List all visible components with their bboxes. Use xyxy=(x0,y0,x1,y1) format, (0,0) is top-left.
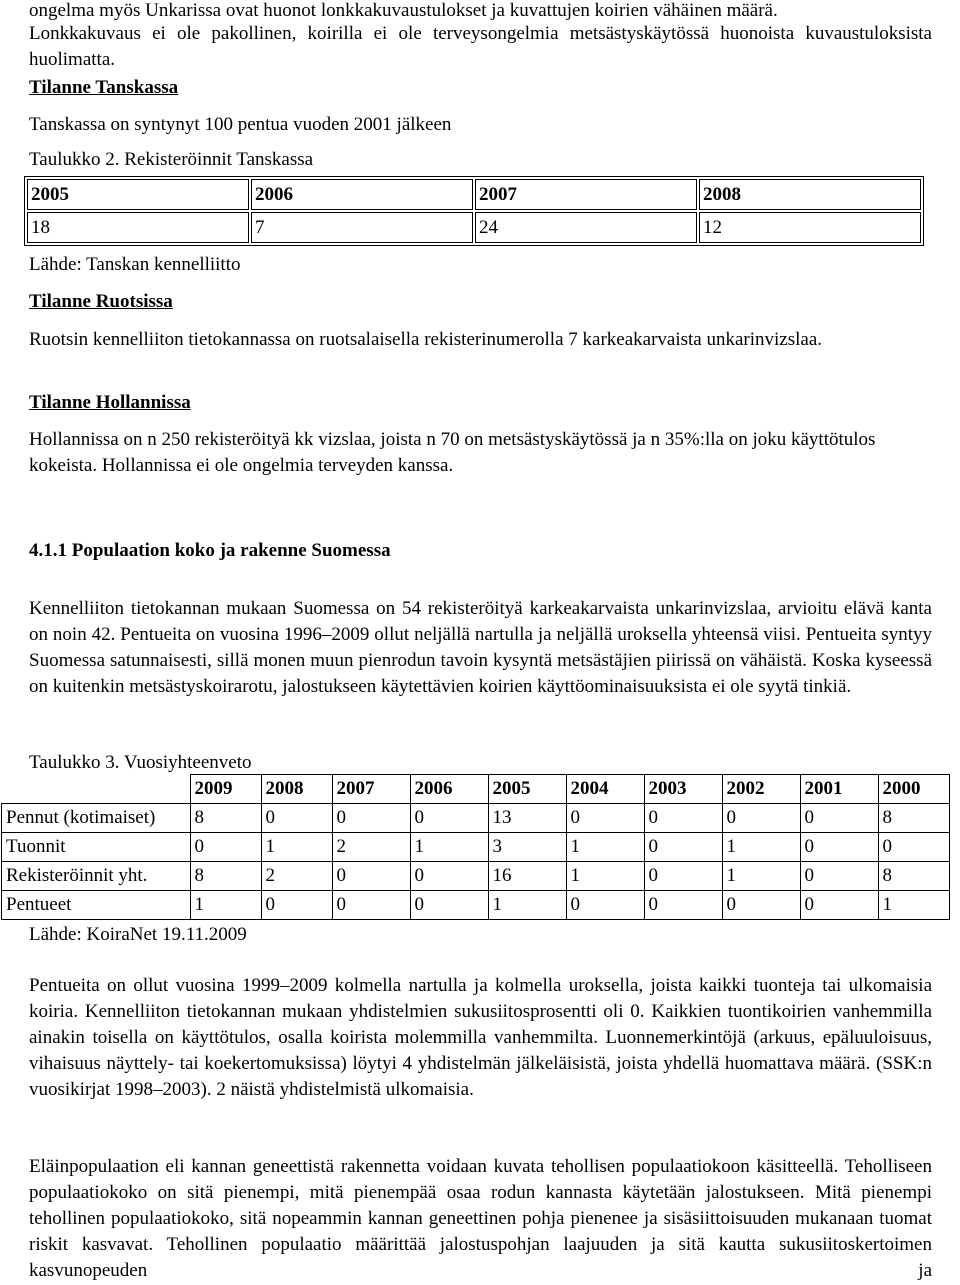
table-cell: 1 xyxy=(878,891,949,920)
annual-summary-table xyxy=(1,774,950,920)
table-cell: 0 xyxy=(722,891,800,920)
table-header-cell: 2004 xyxy=(566,775,644,804)
denmark-heading: Tilanne Tanskassa xyxy=(29,77,179,98)
table-header-cell: 2006 xyxy=(410,775,488,804)
table-cell: 0 xyxy=(410,862,488,891)
denmark-text: Tanskassa on syntynyt 100 pentua vuoden 2001 jälkeen xyxy=(29,114,452,135)
table-header-cell: 2003 xyxy=(644,775,722,804)
row-label: Rekisteröinnit yht. xyxy=(2,862,191,891)
table-header-cell: 2000 xyxy=(878,775,949,804)
table-header-cell: 2005 xyxy=(488,775,566,804)
row-label: Pentueet xyxy=(2,891,191,920)
table-cell: 0 xyxy=(410,804,488,833)
row-label: Pennut (kotimaiset) xyxy=(2,804,191,833)
table-cell: 0 xyxy=(332,891,410,920)
table-cell: 0 xyxy=(332,804,410,833)
denmark-source: Lähde: Tanskan kennelliitto xyxy=(29,254,241,275)
denmark-registrations-table xyxy=(24,176,924,246)
table-header-cell: 2008 xyxy=(699,179,921,210)
table-cell: 1 xyxy=(566,833,644,862)
table-header-cell: 2006 xyxy=(251,179,473,210)
table3-caption: Taulukko 3. Vuosiyhteenveto xyxy=(29,752,252,773)
table-cell: 1 xyxy=(722,833,800,862)
table-cell: 18 xyxy=(27,212,249,243)
table-cell: 0 xyxy=(644,833,722,862)
netherlands-text: Hollannissa on n 250 rekisteröityä kk vizslaa, joista n 70 on metsästyskäytössä ja n 35%:lla on joku käyttötulos kokeista. Hollannissa ei ole ongelmia terveyden kanssa. xyxy=(29,429,876,476)
table-cell: 1 xyxy=(410,833,488,862)
sweden-text: Ruotsin kennelliiton tietokannassa on ruotsalaisella rekisterinumerolla 7 karkeakarvaista unkarinvizslaa. xyxy=(29,329,823,350)
netherlands-heading: Tilanne Hollannissa xyxy=(29,392,191,413)
table-header-cell: 2002 xyxy=(722,775,800,804)
table-cell: 0 xyxy=(410,891,488,920)
table-cell: 2 xyxy=(332,833,410,862)
table-cell: 0 xyxy=(332,862,410,891)
table-cell: 0 xyxy=(190,833,261,862)
table-cell: 0 xyxy=(644,862,722,891)
section-heading: 4.1.1 Populaation koko ja rakenne Suomessa xyxy=(29,540,391,561)
table-cell: 2 xyxy=(261,862,332,891)
intro-line: ongelma myös Unkarissa ovat huonot lonkkakuvaustulokset ja kuvattujen koirien vähäinen määrä. xyxy=(29,0,778,21)
population-paragraph: Eläinpopulaation eli kannan geneettistä rakennetta voidaan kuvata tehollisen populaatiokoon käsitteellä. Teholliseen populaatiokoko on sitä pienempi, mitä pienempää osaa rodun kannasta käytetään jalostukseen. Mitä pienempi tehollinen populaatiokoko, sitä nopeammin kannan geneettinen pohja pienenee ja sisäsiittoisuuden mukanaan tuomat riskit kasvavat. Tehollinen populaatio määrittää jalostuspohjan laajuuden ja sitä kautta sukusiitoskertoimen kasvunopeuden ja xyxy=(29,1156,932,1281)
table-cell: 0 xyxy=(566,804,644,833)
table-cell: 1 xyxy=(261,833,332,862)
table-row xyxy=(2,833,950,862)
table-row xyxy=(2,891,950,920)
table-cell: 1 xyxy=(722,862,800,891)
row-label: Tuonnit xyxy=(2,833,191,862)
table-header-cell: 2008 xyxy=(261,775,332,804)
litters-paragraph: Pentueita on ollut vuosina 1999–2009 kolmella nartulla ja kolmella uroksella, joista kaikki tuonteja tai ulkomaisia koiria. Kennelliiton tietokannan mukaan yhdistelmien sukusiitosprosentti oli 0. Kaikkien tuontikoirien vanhemmilla ainakin toisella on käyttötulos, osalla koirista molemmilla vanhemmilta. Luonnemerkintöjä (arkuus, epäluuloisuus, vihaisuus näyttely- tai koekertomuksissa) löytyi 4 yhdistelmän jälkeläisistä, joista yhdellä huomattava määrä. (SSK:n vuosikirjat 1998–2003). 2 näistä yhdistelmistä ulkomaisia. xyxy=(29,975,932,1100)
table-row xyxy=(27,212,921,243)
table-cell: 24 xyxy=(475,212,697,243)
table-cell: 7 xyxy=(251,212,473,243)
sweden-heading: Tilanne Ruotsissa xyxy=(29,291,173,312)
table-cell: 1 xyxy=(488,891,566,920)
section-paragraph: Kennelliiton tietokannan mukaan Suomessa on 54 rekisteröityä karkeakarvaista unkarinvizslaa, arvioitu elävä kanta on noin 42. Pentueita on vuosina 1996–2009 ollut neljällä nartulla ja neljällä uroksella yhteensä viisi. Pentueita syntyy Suomessa satunnaisesti, sillä monen muun pienrodun tavoin kysyntä metsästäjien piirissä on vähäistä. Koska kyseessä on kuitenkin metsästyskoirarotu, jalostukseen käytettävien koirien käyttöominaisuuksista ei ole syytä tinkiä. xyxy=(29,598,932,697)
table-cell: 0 xyxy=(644,804,722,833)
table-cell: 0 xyxy=(800,891,878,920)
intro-paragraph: Lonkkakuvaus ei ole pakollinen, koirilla ei ole terveysongelmia metsästyskäytössä huonoista kuvaustuloksista huolimatta. xyxy=(29,23,932,70)
table-cell: 0 xyxy=(644,891,722,920)
table-cell: 0 xyxy=(261,891,332,920)
table-cell: 0 xyxy=(800,862,878,891)
table-cell: 0 xyxy=(878,833,949,862)
table-cell: 0 xyxy=(800,804,878,833)
table-row xyxy=(2,862,950,891)
table-cell: 8 xyxy=(878,862,949,891)
table-header-cell: 2001 xyxy=(800,775,878,804)
table-corner-cell xyxy=(2,775,191,804)
table-cell: 8 xyxy=(190,862,261,891)
table-cell: 0 xyxy=(722,804,800,833)
table3-source: Lähde: KoiraNet 19.11.2009 xyxy=(29,924,247,945)
table-cell: 8 xyxy=(878,804,949,833)
table-cell: 16 xyxy=(488,862,566,891)
table-header-row xyxy=(2,775,950,804)
table-cell: 1 xyxy=(190,891,261,920)
table-header-row xyxy=(27,179,921,210)
table-cell: 13 xyxy=(488,804,566,833)
table-header-cell: 2009 xyxy=(190,775,261,804)
table-cell: 0 xyxy=(800,833,878,862)
table-header-cell: 2005 xyxy=(27,179,249,210)
table-cell: 8 xyxy=(190,804,261,833)
table-header-cell: 2007 xyxy=(332,775,410,804)
table-cell: 0 xyxy=(566,891,644,920)
table-cell: 12 xyxy=(699,212,921,243)
table-row xyxy=(2,804,950,833)
table-cell: 1 xyxy=(566,862,644,891)
table-header-cell: 2007 xyxy=(475,179,697,210)
table2-caption: Taulukko 2. Rekisteröinnit Tanskassa xyxy=(29,149,314,170)
table-cell: 3 xyxy=(488,833,566,862)
table-cell: 0 xyxy=(261,804,332,833)
